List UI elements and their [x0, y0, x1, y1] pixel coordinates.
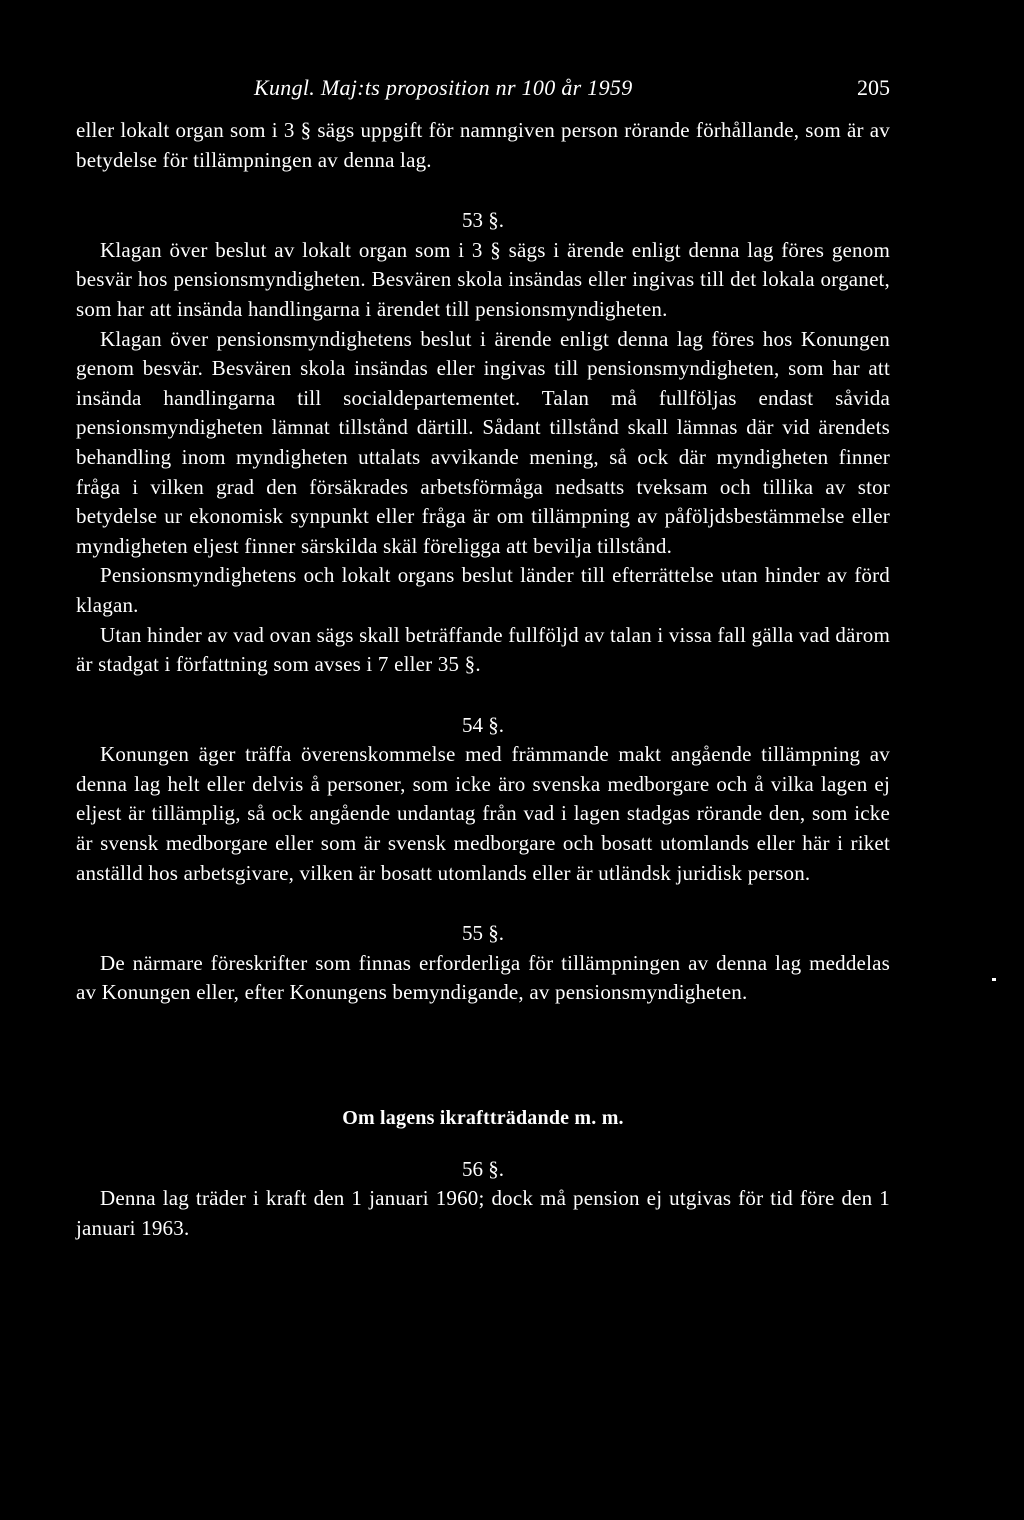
paragraph-53-2: Klagan över pensionsmyndighetens beslut i ärende enligt denna lag föres hos Konungen genom besvär. Besvären skola insändas eller ingivas till pensionsmyndigheten, som har att insända handlingarna till socialdepartementet. Talan må fullföljas endast såvida pensionsmyndigheten lämnat tillstånd därtill. Sådant tillstånd skall lämnas där vid ärendets behandling inom myndigheten uttalats avvikande mening, så ock där myndigheten finner fråga i vilken grad den försäkrades arbetsförmåga nedsatts tveksam och tillika av stor betydelse ur ekonomisk synpunkt eller fråga är om tillämpning av påföljdsbestämmelse eller myndigheten eljest finner särskilda skäl föreligga att bevilja tillstånd.: [76, 326, 890, 558]
page-number: 205: [857, 75, 890, 100]
paragraph-55: De närmare föreskrifter som finnas erforderliga för tillämpningen av denna lag meddelas av Konungen eller, efter Konungens bemyndigande, av pensionsmyndigheten.: [76, 950, 890, 1005]
section-heading-56: 56 §.: [462, 1156, 504, 1181]
header-title: Kungl. Maj:ts proposition nr 100 år 1959: [254, 75, 633, 100]
chapter-heading: Om lagens ikraftträdande m. m.: [342, 1107, 624, 1130]
running-header: [76, 70, 890, 106]
paragraph-continuation: eller lokalt organ som i 3 § sägs uppgift för namngiven person rörande förhållande, som är av betydelse för tillämpningen av denna lag.: [76, 118, 890, 172]
paragraph-54: Konungen äger träffa överenskommelse med främmande makt angående tillämpning av denna lag helt eller delvis å personer, som icke äro svenska medborgare och å vilka lagen ej eljest är tillämplig, så ock angående undantag från vad i lagen stadgas rörande den, som icke är svensk medborgare eller som är svensk medborgare och bosatt utomlands eller här i riket anställd hos arbetsgivare, vilken är bosatt utomlands eller är utländsk juridisk person.: [76, 742, 890, 885]
section-heading-53: 53 §.: [462, 208, 504, 233]
paragraph-53-4: Utan hinder av vad ovan sägs skall beträffande fullföljd av talan i vissa fall gälla vad därom är stadgat i författning som avses i 7 eller 35 §.: [76, 622, 890, 677]
section-heading-54: 54 §.: [462, 712, 504, 737]
document-page: [76, 70, 890, 1243]
paragraph-56: Denna lag träder i kraft den 1 januari 1960; dock må pension ej utgivas för tid före den 1 januari 1963.: [76, 1186, 890, 1240]
section-heading-55: 55 §.: [462, 921, 504, 946]
scan-speck: [992, 978, 996, 981]
paragraph-53-1: Klagan över beslut av lokalt organ som i 3 § sägs i ärende enligt denna lag föres genom besvär hos pensionsmyndigheten. Besvären skola insändas eller ingivas till det lokala organet, som har att insända handlingarna i ärendet till pensionsmyndigheten.: [76, 237, 890, 321]
paragraph-53-3: Pensionsmyndighetens och lokalt organs beslut länder till efterrättelse utan hinder av förd klagan.: [76, 563, 890, 617]
